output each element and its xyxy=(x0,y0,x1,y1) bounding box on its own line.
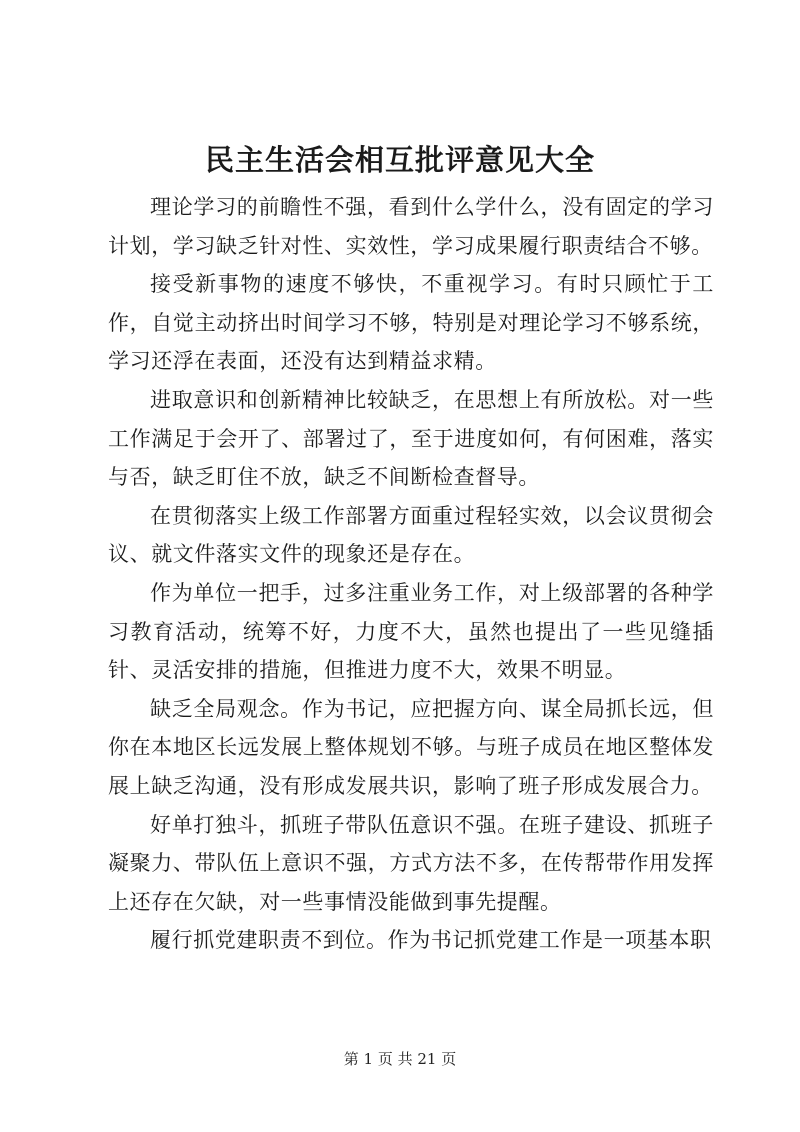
document-title: 民主生活会相互批评意见大全 xyxy=(204,143,595,177)
paragraph: 进取意识和创新精神比较缺乏，在思想上有所放松。对一些工作满足于会开了、部署过了，至于进度如何，有何困难，落实与否，缺乏盯住不放，缺乏不间断检查督导。 xyxy=(108,387,714,490)
paragraph: 在贯彻落实上级工作部署方面重过程轻实效，以会议贯彻会议、就文件落实文件的现象还是存在。 xyxy=(108,503,714,567)
paragraph: 理论学习的前瞻性不强，看到什么学什么，没有固定的学习计划，学习缺乏针对性、实效性，学习成果履行职责结合不够。 xyxy=(108,195,714,258)
page-number-footer: 第 1 页 共 21 页 xyxy=(343,1050,457,1068)
paragraph: 好单打独斗，抓班子带队伍意识不强。在班子建设、抓班子凝聚力、带队伍上意识不强，方式方法不多，在传帮带作用发挥上还存在欠缺，对一些事情没能做到事先提醒。 xyxy=(108,812,714,914)
paragraph: 缺乏全局观念。作为书记，应把握方向、谋全局抓长远，但你在本地区长远发展上整体规划不够。与班子成员在地区整体发展上缺乏沟通，没有形成发展共识，影响了班子形成发展合力。 xyxy=(108,696,714,798)
document-body xyxy=(108,188,714,960)
paragraph: 接受新事物的速度不够快，不重视学习。有时只顾忙于工作，自觉主动挤出时间学习不够，特别是对理论学习不够系统，学习还浮在表面，还没有达到精益求精。 xyxy=(108,272,714,374)
paragraph: 履行抓党建职责不到位。作为书记抓党建工作是一项基本职 xyxy=(150,928,712,953)
paragraph: 作为单位一把手，过多注重业务工作，对上级部署的各种学习教育活动，统筹不好，力度不大，虽然也提出了一些见缝插针、灵活安排的措施，但推进力度不大，效果不明显。 xyxy=(108,580,714,683)
